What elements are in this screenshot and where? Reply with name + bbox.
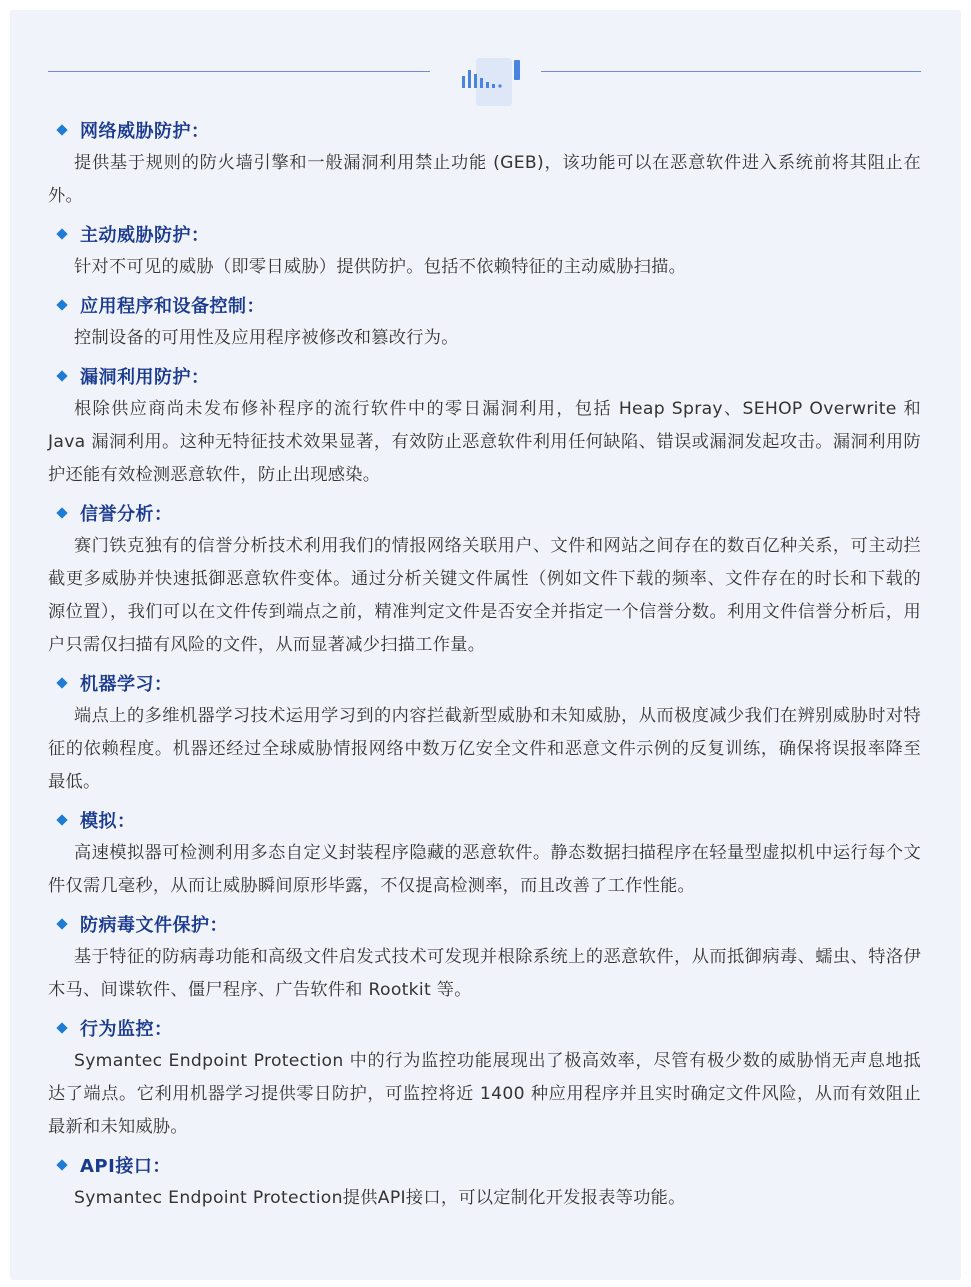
section-heading [48,807,921,833]
section-heading [48,670,921,696]
section-heading [48,1015,921,1041]
section-body: 根除供应商尚未发布修补程序的流行软件中的零日漏洞利用，包括 Heap Spray、SEHOP Overwrite 和Java 漏洞利用。这种无特征技术效果显著，有效防止恶意软件利用任何缺陷、错误或漏洞发起攻击。漏洞利用防护还能有效检测恶意软件，防止出现感染。 [48,399,921,485]
section-body: Symantec Endpoint Protection 中的行为监控功能展现出了极高效率，尽管有极少数的威胁悄无声息地抵达了端点。它利用机器学习提供零日防护，可监控将近 1400 种应用程序并且实时确定文件风险，从而有效阻止最新和未知威胁。 [48,1051,921,1137]
section-heading [48,292,921,318]
section-title: 漏洞利用防护： [80,367,210,388]
diamond-bullet-icon [56,918,67,929]
feature-section [48,500,921,662]
divider-line-left [48,71,430,72]
section-body: 端点上的多维机器学习技术运用学习到的内容拦截新型威胁和未知威胁，从而极度减少我们在辨别威胁时对特征的依赖程度。机器还经过全球威胁情报网络中数万亿安全文件和恶意文件示例的反复训练，确保将误报率降至最低。 [48,706,921,792]
feature-section [48,1152,921,1215]
bar-chart-document-icon [448,46,523,106]
section-title: 防病毒文件保护： [80,915,228,936]
feature-section [48,670,921,799]
diamond-bullet-icon [56,1022,67,1033]
section-body: 基于特征的防病毒功能和高级文件启发式技术可发现并根除系统上的恶意软件，从而抵御病毒、蠕虫、特洛伊木马、间谍软件、僵尸程序、广告软件和 Rootkit 等。 [48,947,921,1000]
section-body: 高速模拟器可检测利用多态自定义封装程序隐藏的恶意软件。静态数据扫描程序在轻量型虚拟机中运行每个文件仅需几毫秒，从而让威胁瞬间原形毕露，不仅提高检测率，而且改善了工作性能。 [48,843,921,896]
section-heading [48,911,921,937]
divider-line-right [541,71,921,72]
diamond-bullet-icon [56,507,67,518]
section-body: 针对不可见的威胁（即零日威胁）提供防护。包括不依赖特征的主动威胁扫描。 [74,257,687,277]
diamond-bullet-icon [56,124,67,135]
diamond-bullet-icon [56,677,67,688]
diamond-bullet-icon [56,814,67,825]
section-title: 应用程序和设备控制： [80,296,265,317]
feature-section [48,807,921,903]
section-body: Symantec Endpoint Protection提供API接口，可以定制化开发报表等功能。 [74,1188,686,1208]
article-panel [10,10,961,1280]
diamond-bullet-icon [56,370,67,381]
section-body: 控制设备的可用性及应用程序被修改和篡改行为。 [74,328,459,348]
section-title: 行为监控： [80,1019,173,1040]
section-heading [48,1152,921,1178]
section-title: API接口： [80,1156,171,1177]
feature-section [48,292,921,355]
section-body: 赛门铁克独有的信誉分析技术利用我们的情报网络关联用户、文件和网站之间存在的数百亿种关系，可主动拦截更多威胁并快速抵御恶意软件变体。通过分析关键文件属性（例如文件下载的频率、文件存在的时长和下载的源位置），我们可以在文件传到端点之前，精准判定文件是否安全并指定一个信誉分数。利用文件信誉分析后，用户只需仅扫描有风险的文件，从而显著减少扫描工作量。 [48,536,921,655]
diamond-bullet-icon [56,228,67,239]
section-title: 主动威胁防护： [80,225,210,246]
section-title: 机器学习： [80,674,173,695]
header-divider [48,46,921,106]
section-title: 信誉分析： [80,504,173,525]
feature-section [48,911,921,1007]
section-title: 网络威胁防护： [80,121,210,142]
feature-list [48,117,921,1215]
feature-section [48,363,921,492]
diamond-bullet-icon [56,299,67,310]
section-title: 模拟： [80,811,136,832]
feature-section [48,1015,921,1144]
diamond-bullet-icon [56,1159,67,1170]
section-heading [48,500,921,526]
feature-section [48,221,921,284]
section-heading [48,221,921,247]
section-heading [48,363,921,389]
section-heading [48,117,921,143]
feature-section [48,117,921,213]
section-body: 提供基于规则的防火墙引擎和一般漏洞利用禁止功能 (GEB)，该功能可以在恶意软件进入系统前将其阻止在外。 [48,153,921,206]
